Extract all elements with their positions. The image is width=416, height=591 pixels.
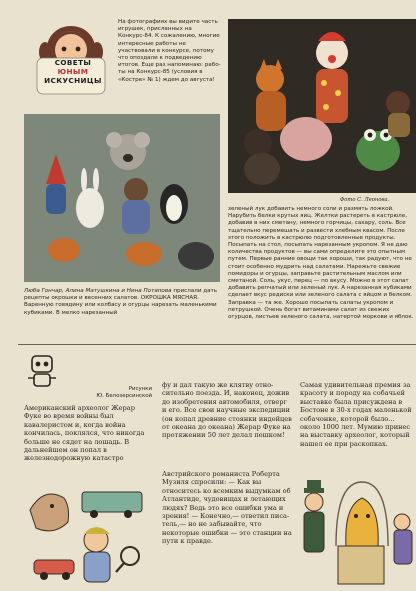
archaeologist-cartoon-illustration: [24, 476, 156, 588]
recipe-title: ОКРОШКА МЯСНАЯ.: [140, 295, 199, 302]
caption-names: Люба Гончар, Алина Матушкина и Нина Потапова: [24, 288, 172, 294]
toys-photo-top: [228, 19, 416, 193]
caption-names-rest: прислали дать рецепты окрошки и весенних салатов.: [24, 288, 218, 302]
article-recipes-continued: зеленый лук добавить немного соли и размять ложкой. Нарубить белки крутых яиц. Желтки растереть в кастрюле, добавив в них сметану, немного горчицы, сахару, соль. Все тщательно перемешать и развести хлебным квасом. После этого положить в кастрюлю подготовленные продукты. Посыпать на стол, посыпать нарезанным укропом. Я не даю количества продуктов — вы сами определите это опытным путем. Первые ранние овощи так хороши, так радуют, что не стоит особенно мудрить над салатами. Нарежьте свежие помидоры и огурцы, заправьте растительным маслом или сметаной. Соль, укус, перец — по вкусу. Можно в этот салат добавить репчатый или зеленый лук. А нарезанная кубиками сделает вкус редиски или зеленого салата с яйцом и белком. Заправка — та же. Хорошо посыпать салаты укропом и петрушкой. Очень богат витаминами салат из свежих огурцов, листьев зеленого салата, натертой моркови и яблок.: [228, 206, 414, 321]
recipe-body: Варенную говядину или колбасу и огурцы нарезать маленькими кубиками. В мелко нарезанный: [24, 302, 217, 316]
column-1-text: Американский археолог Жерар Фуке во время войны был кавалеристом и, когда война кончилась, поклялся, что никогда больше не сядет на лошадь. В дальнейшем он попал в железнодорожную катастро: [24, 404, 145, 463]
drawing-credit-author: Ю. Белозерсинской: [96, 393, 152, 399]
column-2-text: фу и дал такую же клятву относительно поезда. И, наконец, дожив до изобретения автомобиля, отверг и его. Все свои научные экспедиции (он копал древние стоянки индейцев от океана до океана) Жерар Фуке на протяжении 50 лет делал пешком!: [162, 381, 292, 440]
section-badge: [40, 58, 106, 85]
section-divider: [18, 344, 416, 345]
badge-line-3: ИСКУСНИЦЫ: [44, 76, 102, 85]
toys-photo-left: [24, 114, 220, 282]
robot-decoration-icon: [24, 352, 60, 392]
badge-line-1: СОВЕТЫ: [54, 58, 92, 67]
drawing-credit-label: Рисунки: [128, 386, 152, 392]
drawing-credit: [60, 386, 152, 400]
photo-credit: Фото С. Леонова.: [340, 197, 390, 203]
column-2-bottom-text: Австрийского романиста Роберта Музиля спросили: — Как вы относитесь ко всемким выдумкам об Атлантиде, чудовищах и летающих людях? Ведь это все ошибки ума и зрения! — Конечно,— ответил писатель,— но не забывайте, что некоторые ошибки — это станции на пути к правде.: [162, 470, 292, 546]
intro-text: На фотографиях вы видите часть игрушек, присланных на Конкурс-84. К сожалению, многие интересные работы не участвовали в конкурсе, потому что опоздали к подведению итогов. Еще раз напоминаю: работы на Конкурс-85 (условия в «Костре» № 1) ждем до августа!: [118, 19, 221, 83]
dog-show-cartoon-illustration: [292, 476, 416, 588]
badge-line-2: ЮНЫМ: [57, 67, 89, 76]
column-3-text: Самая удивительная премия за красоту и породу на собачьей выставке была присуждена в Бостоне в 30-х годах маленькой собачонке, которой было... около 1000 лет. Мумию принес на выставку археолог, который нашел ее при раскопках.: [300, 381, 412, 448]
recipe-article-start: [24, 288, 220, 336]
